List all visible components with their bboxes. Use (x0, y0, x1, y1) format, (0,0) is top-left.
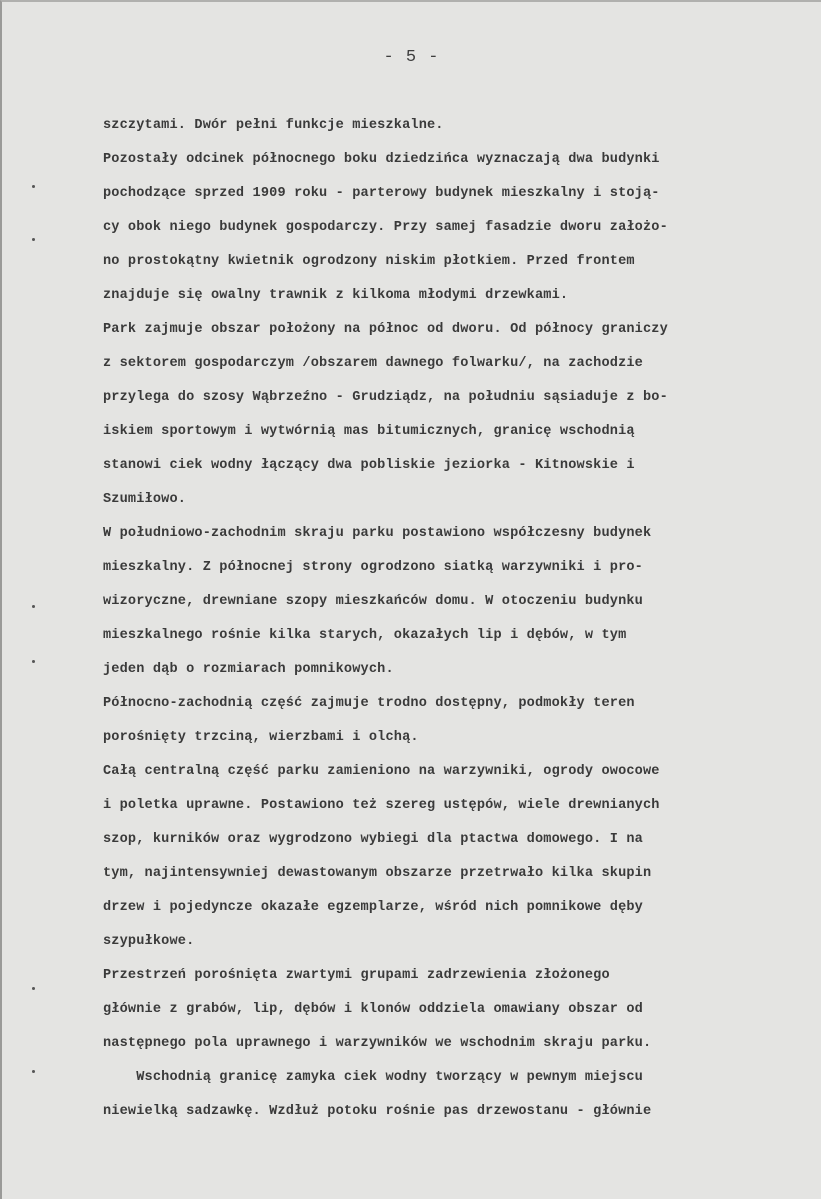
text-line: Wschodnią granicę zamyka ciek wodny tworzący w pewnym miejscu (103, 1070, 643, 1085)
text-line: tym, najintensywniej dewastowanym obszarze przetrwało kilka skupin (103, 866, 652, 881)
text-line: jeden dąb o rozmiarach pomnikowych. (103, 662, 394, 677)
text-line: mieszkalnego rośnie kilka starych, okazałych lip i dębów, w tym (103, 628, 627, 643)
text-line: następnego pola uprawnego i warzywników we wschodnim skraju parku. (103, 1036, 652, 1051)
margin-mark (32, 987, 35, 990)
text-line: szczytami. Dwór pełni funkcje mieszkalne. (103, 118, 444, 133)
text-line: Przestrzeń porośnięta zwartymi grupami zadrzewienia złożonego (103, 968, 610, 983)
text-line: cy obok niego budynek gospodarczy. Przy samej fasadzie dworu założo- (103, 220, 668, 235)
margin-mark (32, 660, 35, 663)
text-line: pochodzące sprzed 1909 roku - parterowy budynek mieszkalny i stoją- (103, 186, 660, 201)
page-number: - 5 - (383, 48, 440, 67)
margin-mark (32, 605, 35, 608)
text-line: drzew i pojedyncze okazałe egzemplarze, wśród nich pomnikowe dęby (103, 900, 643, 915)
text-line: mieszkalny. Z północnej strony ogrodzono siatką warzywniki i pro- (103, 560, 643, 575)
text-line: porośnięty trzciną, wierzbami i olchą. (103, 730, 419, 745)
text-line: Całą centralną część parku zamieniono na warzywniki, ogrody owocowe (103, 764, 660, 779)
text-line: Pozostały odcinek północnego boku dziedzińca wyznaczają dwa budynki (103, 152, 660, 167)
text-line: no prostokątny kwietnik ogrodzony niskim płotkiem. Przed frontem (103, 254, 635, 269)
text-line: Północno-zachodnią część zajmuje trodno dostępny, podmokły teren (103, 696, 635, 711)
text-line: z sektorem gospodarczym /obszarem dawnego folwarku/, na zachodzie (103, 356, 643, 371)
text-line: Szumiłowo. (103, 492, 187, 507)
text-line: stanowi ciek wodny łączący dwa pobliskie jeziorka - Kitnowskie i (103, 458, 635, 473)
text-line: głównie z grabów, lip, dębów i klonów oddziela omawiany obszar od (103, 1002, 643, 1017)
text-line: W południowo-zachodnim skraju parku postawiono współczesny budynek (103, 526, 652, 541)
body-text (103, 109, 803, 1129)
text-line: niewielką sadzawkę. Wzdłuż potoku rośnie pas drzewostanu - głównie (103, 1104, 652, 1119)
margin-mark (32, 238, 35, 241)
text-line: szop, kurników oraz wygrodzono wybiegi dla ptactwa domowego. I na (103, 832, 643, 847)
margin-mark (32, 185, 35, 188)
text-line: znajduje się owalny trawnik z kilkoma młodymi drzewkami. (103, 288, 569, 303)
text-line: wizoryczne, drewniane szopy mieszkańców domu. W otoczeniu budynku (103, 594, 643, 609)
text-line: szypułkowe. (103, 934, 195, 949)
text-line: Park zajmuje obszar położony na północ od dworu. Od północy graniczy (103, 322, 668, 337)
margin-mark (32, 1070, 35, 1073)
text-line: przylega do szosy Wąbrzeźno - Grudziądz, na południu sąsiaduje z bo- (103, 390, 668, 405)
text-line: i poletka uprawne. Postawiono też szereg ustępów, wiele drewnianych (103, 798, 660, 813)
text-line: iskiem sportowym i wytwórnią mas bitumicznych, granicę wschodnią (103, 424, 635, 439)
